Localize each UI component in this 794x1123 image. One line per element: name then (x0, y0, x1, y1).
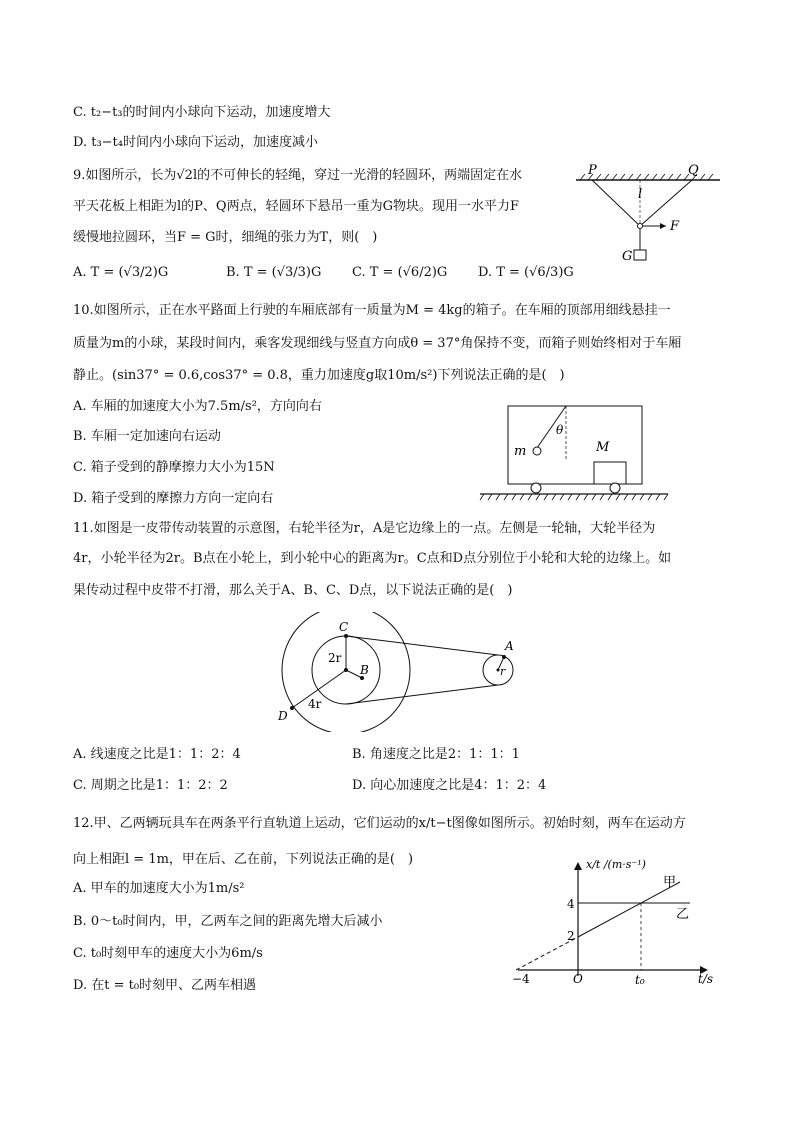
q12-stem-line2: 向上相距l = 1m，甲在后、乙在前，下列说法正确的是( ) (73, 852, 414, 867)
label-theta: θ (556, 423, 564, 437)
label-q: Q (688, 163, 699, 178)
label-c: C (339, 620, 349, 634)
q9-option-d: D. T = (√6/3)G (478, 265, 574, 280)
q12-option-d: D. 在t = t₀时刻甲、乙两车相遇 (73, 978, 257, 993)
label-p: P (588, 163, 597, 178)
q10-option-a: A. 车厢的加速度大小为7.5m/s²，方向向右 (73, 399, 322, 414)
label-d: D (278, 709, 288, 723)
q11-stem-line3: 果传动过程中皮带不打滑，那么关于A、B、C、D点，以下说法正确的是( ) (73, 583, 513, 598)
point-d (290, 706, 294, 710)
rope-right (640, 180, 692, 226)
q11-stem-line2: 4r，小轮半径为2r。B点在小轮上，到小轮中心的距离为r。C点和D点分别位于小轮和大轮的边缘上。如 (73, 551, 672, 566)
q10-figure (478, 400, 670, 505)
q10-option-b: B. 车厢一定加速向右运动 (73, 429, 221, 444)
q9-option-c: C. T = (√6/2)G (352, 265, 448, 280)
q12-option-b: B. 0～t₀时间内，甲，乙两车之间的距离先增大后减小 (73, 914, 383, 929)
q9-stem-line1: 9.如图所示，长为√2l的不可伸长的轻绳，穿过一光滑的轻圆环，两端固定在水 (73, 168, 523, 183)
label-b: B (360, 663, 369, 677)
block (634, 250, 646, 260)
force-arrow (660, 223, 666, 229)
q10-option-c: C. 箱子受到的静摩擦力大小为15N (73, 460, 275, 475)
label-m: m (514, 444, 527, 459)
q10-option-d: D. 箱子受到的摩擦力方向一定向右 (73, 491, 274, 506)
label-a: A (505, 639, 514, 653)
q10-stem-line3: 静止。(sin37° = 0.6,cos37° = 0.8，重力加速度g取10m/s²)下列说法正确的是( ) (73, 368, 565, 383)
q9-option-a: A. T = (√3/2)G (73, 265, 169, 280)
label-l: l (638, 187, 643, 202)
q12-option-a: A. 甲车的加速度大小为1m/s² (73, 881, 245, 896)
tick-neg4: −4 (512, 972, 530, 986)
rope-left (592, 180, 643, 226)
y-axis-label: x/t /(m·s⁻¹) (586, 858, 646, 871)
q9-figure (568, 160, 728, 270)
tick-2: 2 (567, 929, 575, 943)
box (594, 462, 626, 484)
label-4r: 4r (308, 697, 322, 711)
q11-option-c: C. 周期之比是1：1：2：2 (73, 778, 228, 793)
q9-stem-line2: 平天花板上相距为l的P、Q两点，轻圆环下悬吊一重为G物块。现用一水平力F (73, 199, 519, 214)
q12-option-c: C. t₀时刻甲车的速度大小为6m/s (73, 946, 263, 961)
point-a (502, 655, 506, 659)
q8-option-d: D. t₃−t₄时间内小球向下运动，加速度减小 (73, 135, 318, 150)
label-2r: 2r (328, 651, 342, 665)
ring (638, 224, 643, 229)
tick-4: 4 (567, 897, 575, 911)
belt-top (346, 636, 498, 655)
q11-option-b: B. 角速度之比是2：1：1：1 (352, 747, 520, 762)
point-c (344, 634, 348, 638)
label-yi: 乙 (676, 907, 690, 922)
q12-stem-line1: 12.甲、乙两辆玩具车在两条平行直轨道上运动，它们运动的x/t−t图像如图所示。初始时刻，两车在运动方 (73, 816, 686, 831)
q8-option-c: C. t₂−t₃的时间内小球向下运动，加速度增大 (73, 105, 331, 120)
label-f: F (670, 219, 680, 234)
q9-stem-line3: 缓慢地拉圆环，当F = G时，细绳的张力为T，则( ) (73, 230, 378, 245)
q11-option-d: D. 向心加速度之比是4：1：2：4 (352, 778, 547, 793)
wheel-right (610, 483, 620, 493)
x-axis-label: t/s (698, 972, 714, 986)
q11-figure (270, 612, 530, 732)
origin-label: O (573, 972, 583, 986)
q10-stem-line2: 质量为m的小球，某段时间内，乘客发现细线与竖直方向成θ = 37°角保持不变，而箱子则始终相对于车厢 (73, 336, 682, 351)
q10-stem-line1: 10.如图所示，正在水平路面上行驶的车厢底部有一质量为M = 4kg的箱子。在车厢的顶部用细线悬挂一 (73, 303, 671, 318)
q11-stem-line1: 11.如图是一皮带传动装置的示意图，右轮半径为r，A是它边缘上的一点。左侧是一轮轴，大轮半径为 (73, 521, 656, 536)
tick-t0: t₀ (635, 973, 645, 987)
label-jia: 甲 (663, 875, 677, 890)
label-r: r (500, 665, 506, 678)
q12-graph (508, 852, 722, 992)
label-big-m: M (596, 440, 610, 455)
label-g: G (622, 249, 633, 264)
ball (533, 447, 541, 455)
belt-bottom (346, 685, 498, 704)
line-jia (578, 882, 680, 937)
wheel-left (531, 483, 541, 493)
q9-option-b: B. T = (√3/3)G (226, 265, 322, 280)
q11-option-a: A. 线速度之比是1：1：2：4 (73, 747, 241, 762)
